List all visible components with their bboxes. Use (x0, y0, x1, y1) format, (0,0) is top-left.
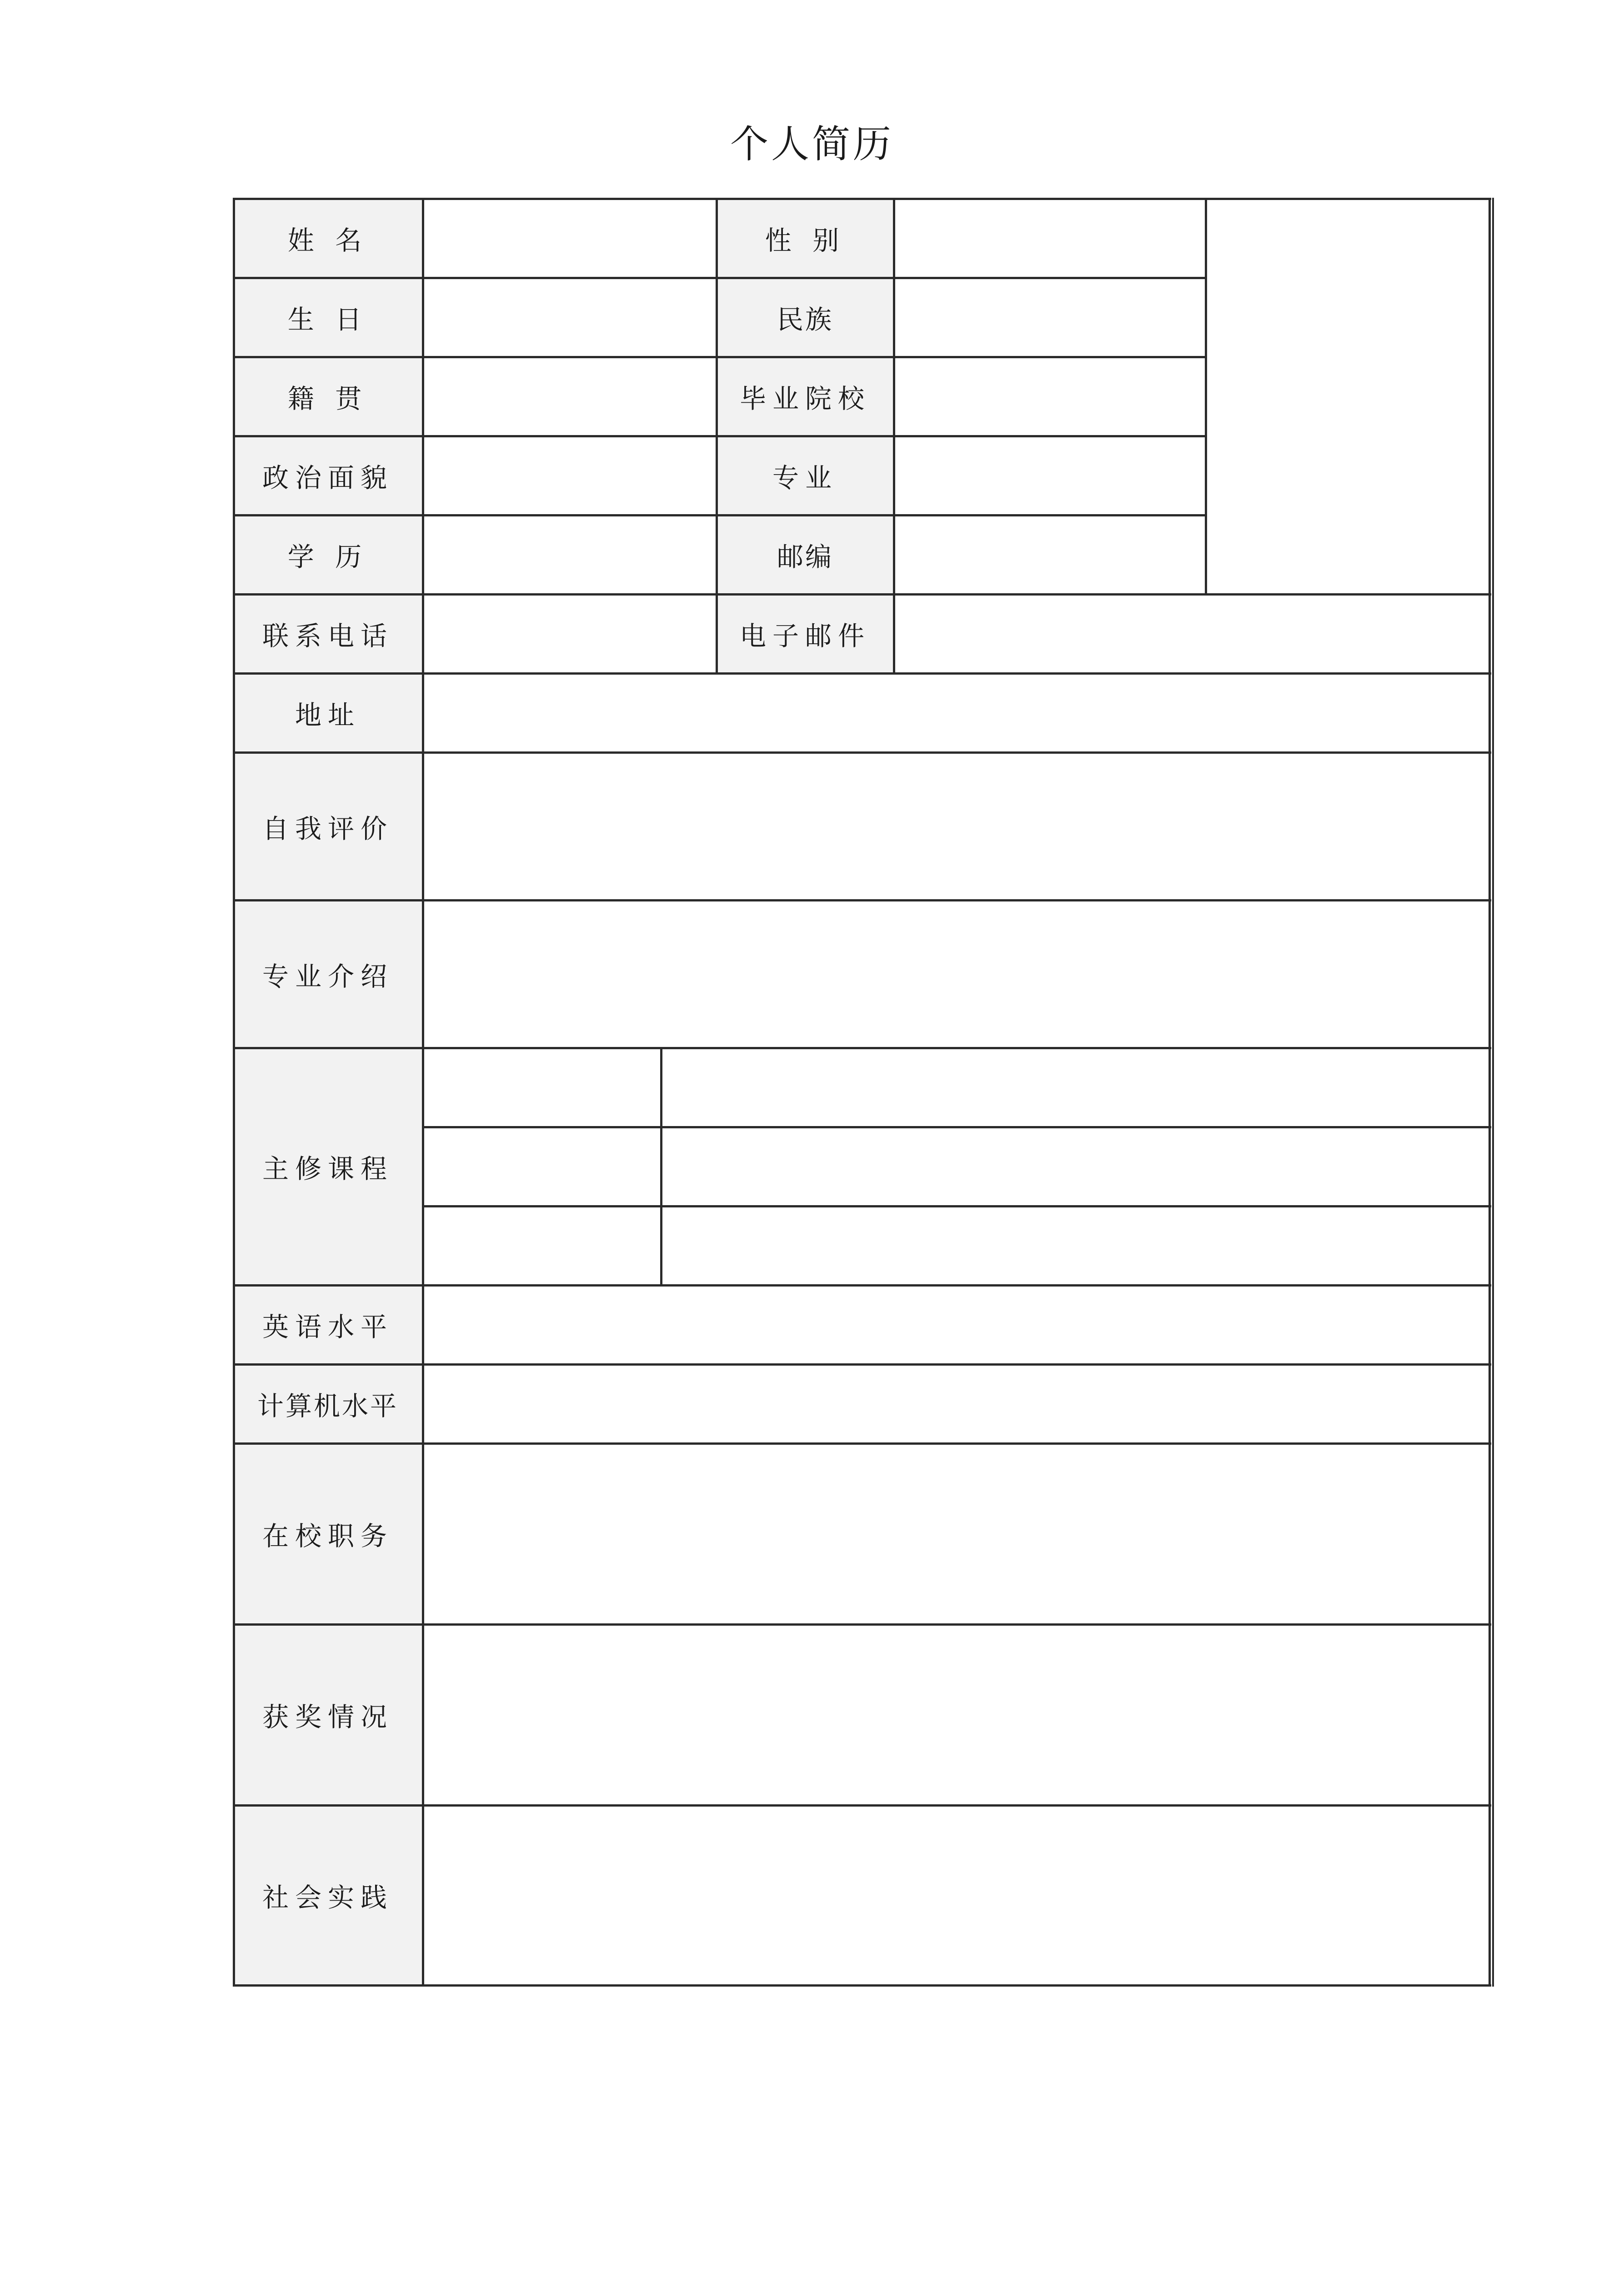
label-english-level: 英语水平 (233, 1285, 423, 1364)
label-political-status: 政治面貌 (233, 436, 423, 515)
phone-field[interactable] (424, 595, 716, 672)
row-divider (233, 356, 1207, 358)
label-education: 学 历 (233, 515, 423, 594)
row-divider (233, 435, 1207, 437)
label-native-place: 籍 贯 (233, 357, 423, 436)
graduated-school-field[interactable] (895, 358, 1205, 435)
social-practice-field[interactable] (424, 1806, 1489, 1984)
column-divider (893, 198, 895, 675)
native-place-field[interactable] (424, 358, 716, 435)
page-title: 个人简历 (730, 122, 894, 166)
name-field[interactable] (424, 200, 716, 277)
label-awards: 获奖情况 (233, 1624, 423, 1805)
table-border-right (1489, 198, 1491, 1987)
label-ethnicity: 民族 (717, 278, 894, 357)
email-field[interactable] (895, 595, 1489, 672)
course-column-divider (660, 1047, 662, 1287)
ethnicity-field[interactable] (895, 279, 1205, 356)
awards-field[interactable] (424, 1625, 1489, 1804)
major-field[interactable] (895, 437, 1205, 514)
label-address: 地址 (233, 673, 423, 752)
row-divider (233, 277, 1207, 279)
course-name-1-field[interactable] (424, 1049, 660, 1126)
self-evaluation-field[interactable] (424, 753, 1489, 899)
label-main-courses: 主修课程 (233, 1048, 423, 1285)
address-field[interactable] (424, 674, 1489, 751)
label-phone: 联系电话 (233, 594, 423, 673)
birthday-field[interactable] (424, 279, 716, 356)
label-self-evaluation: 自我评价 (233, 752, 423, 900)
course-name-3-field[interactable] (424, 1207, 660, 1284)
gender-field[interactable] (895, 200, 1205, 277)
label-school-positions: 在校职务 (233, 1443, 423, 1624)
column-divider (716, 198, 718, 675)
row-divider (233, 514, 1207, 516)
label-birthday: 生 日 (233, 278, 423, 357)
english-level-field[interactable] (424, 1286, 1489, 1363)
label-column-divider (422, 198, 424, 1987)
photo-area[interactable] (1206, 200, 1489, 593)
label-computer-level: 计算机水平 (233, 1364, 423, 1443)
table-border-right-outer (1492, 198, 1494, 1987)
course-detail-2-field[interactable] (662, 1128, 1489, 1205)
course-divider (423, 1205, 1491, 1207)
course-name-2-field[interactable] (424, 1128, 660, 1205)
education-field[interactable] (424, 516, 716, 593)
political-status-field[interactable] (424, 437, 716, 514)
course-detail-1-field[interactable] (662, 1049, 1489, 1126)
label-major: 专业 (717, 436, 894, 515)
postcode-field[interactable] (895, 516, 1205, 593)
label-social-practice: 社会实践 (233, 1805, 423, 1985)
table-border-left (233, 198, 235, 1987)
school-positions-field[interactable] (424, 1444, 1489, 1623)
major-intro-field[interactable] (424, 901, 1489, 1047)
label-gender: 性 别 (717, 199, 894, 278)
label-graduated-school: 毕业院校 (717, 357, 894, 436)
label-major-intro: 专业介绍 (233, 900, 423, 1048)
photo-column-divider (1205, 198, 1207, 596)
label-postcode: 邮编 (717, 515, 894, 594)
course-detail-3-field[interactable] (662, 1207, 1489, 1284)
label-name: 姓 名 (233, 199, 423, 278)
course-divider (423, 1126, 1491, 1128)
label-email: 电子邮件 (717, 594, 894, 673)
computer-level-field[interactable] (424, 1365, 1489, 1442)
